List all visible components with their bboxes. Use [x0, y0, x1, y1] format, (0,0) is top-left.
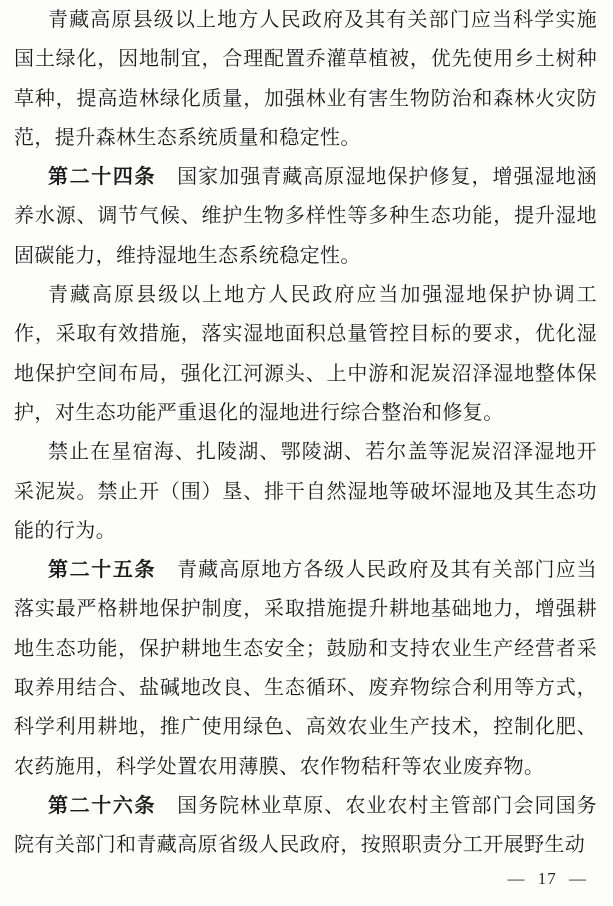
paragraph-text: 禁止在星宿海、扎陵湖、鄂陵湖、若尔盖等泥炭沼泽湿地开采泥炭。禁止开（围）垦、排干自然湿地等破坏湿地及其生态功能的行为。 [14, 441, 597, 542]
paragraph [14, 1, 597, 158]
document-page [14, 1, 597, 866]
page-number: — 17 — [507, 869, 587, 888]
paragraph-text: 国务院林业草原、农业农村主管部门会同国务院有关部门和青藏高原省级人民政府，按照职责分工开展野生动 [14, 794, 597, 857]
paragraph [14, 433, 597, 551]
paragraph-text: 青藏高原县级以上地方人民政府应当加强湿地保护协调工作，采取有效措施，落实湿地面积总量管控目标的要求，优化湿地保护空间布局，强化江河源头、上中游和泥炭沼泽湿地整体保护，对生态功能严重退化的湿地进行综合整治和修复。 [14, 284, 597, 424]
paragraph-text: 青藏高原地方各级人民政府及其有关部门应当落实最严格耕地保护制度，采取措施提升耕地基础地力，增强耕地生态功能，保护耕地生态安全；鼓励和支持农业生产经营者采取养用结合、盐碱地改良、生态循环、废弃物综合利用等方式，科学利用耕地，推广使用绿色、高效农业生产技术，控制化肥、农药施用，科学处置农用薄膜、农作物秸秆等农业废弃物。 [14, 559, 597, 778]
paragraph-text: 青藏高原县级以上地方人民政府及其有关部门应当科学实施国土绿化，因地制宜，合理配置乔灌草植被，优先使用乡土树种草种，提高造林绿化质量，加强林业有害生物防治和森林火灾防范，提升森林生态系统质量和稳定性。 [14, 9, 597, 149]
paragraph [14, 551, 597, 787]
article-number: 第二十六条 [48, 794, 157, 817]
paragraph [14, 787, 597, 866]
paragraph-text: 国家加强青藏高原湿地保护修复，增强湿地涵养水源、调节气候、维护生物多样性等多种生态功能，提升湿地固碳能力，维持湿地生态系统稳定性。 [14, 166, 597, 267]
paragraph [14, 276, 597, 433]
article-number: 第二十四条 [48, 166, 157, 189]
article-number: 第二十五条 [48, 559, 157, 582]
paragraph [14, 158, 597, 276]
